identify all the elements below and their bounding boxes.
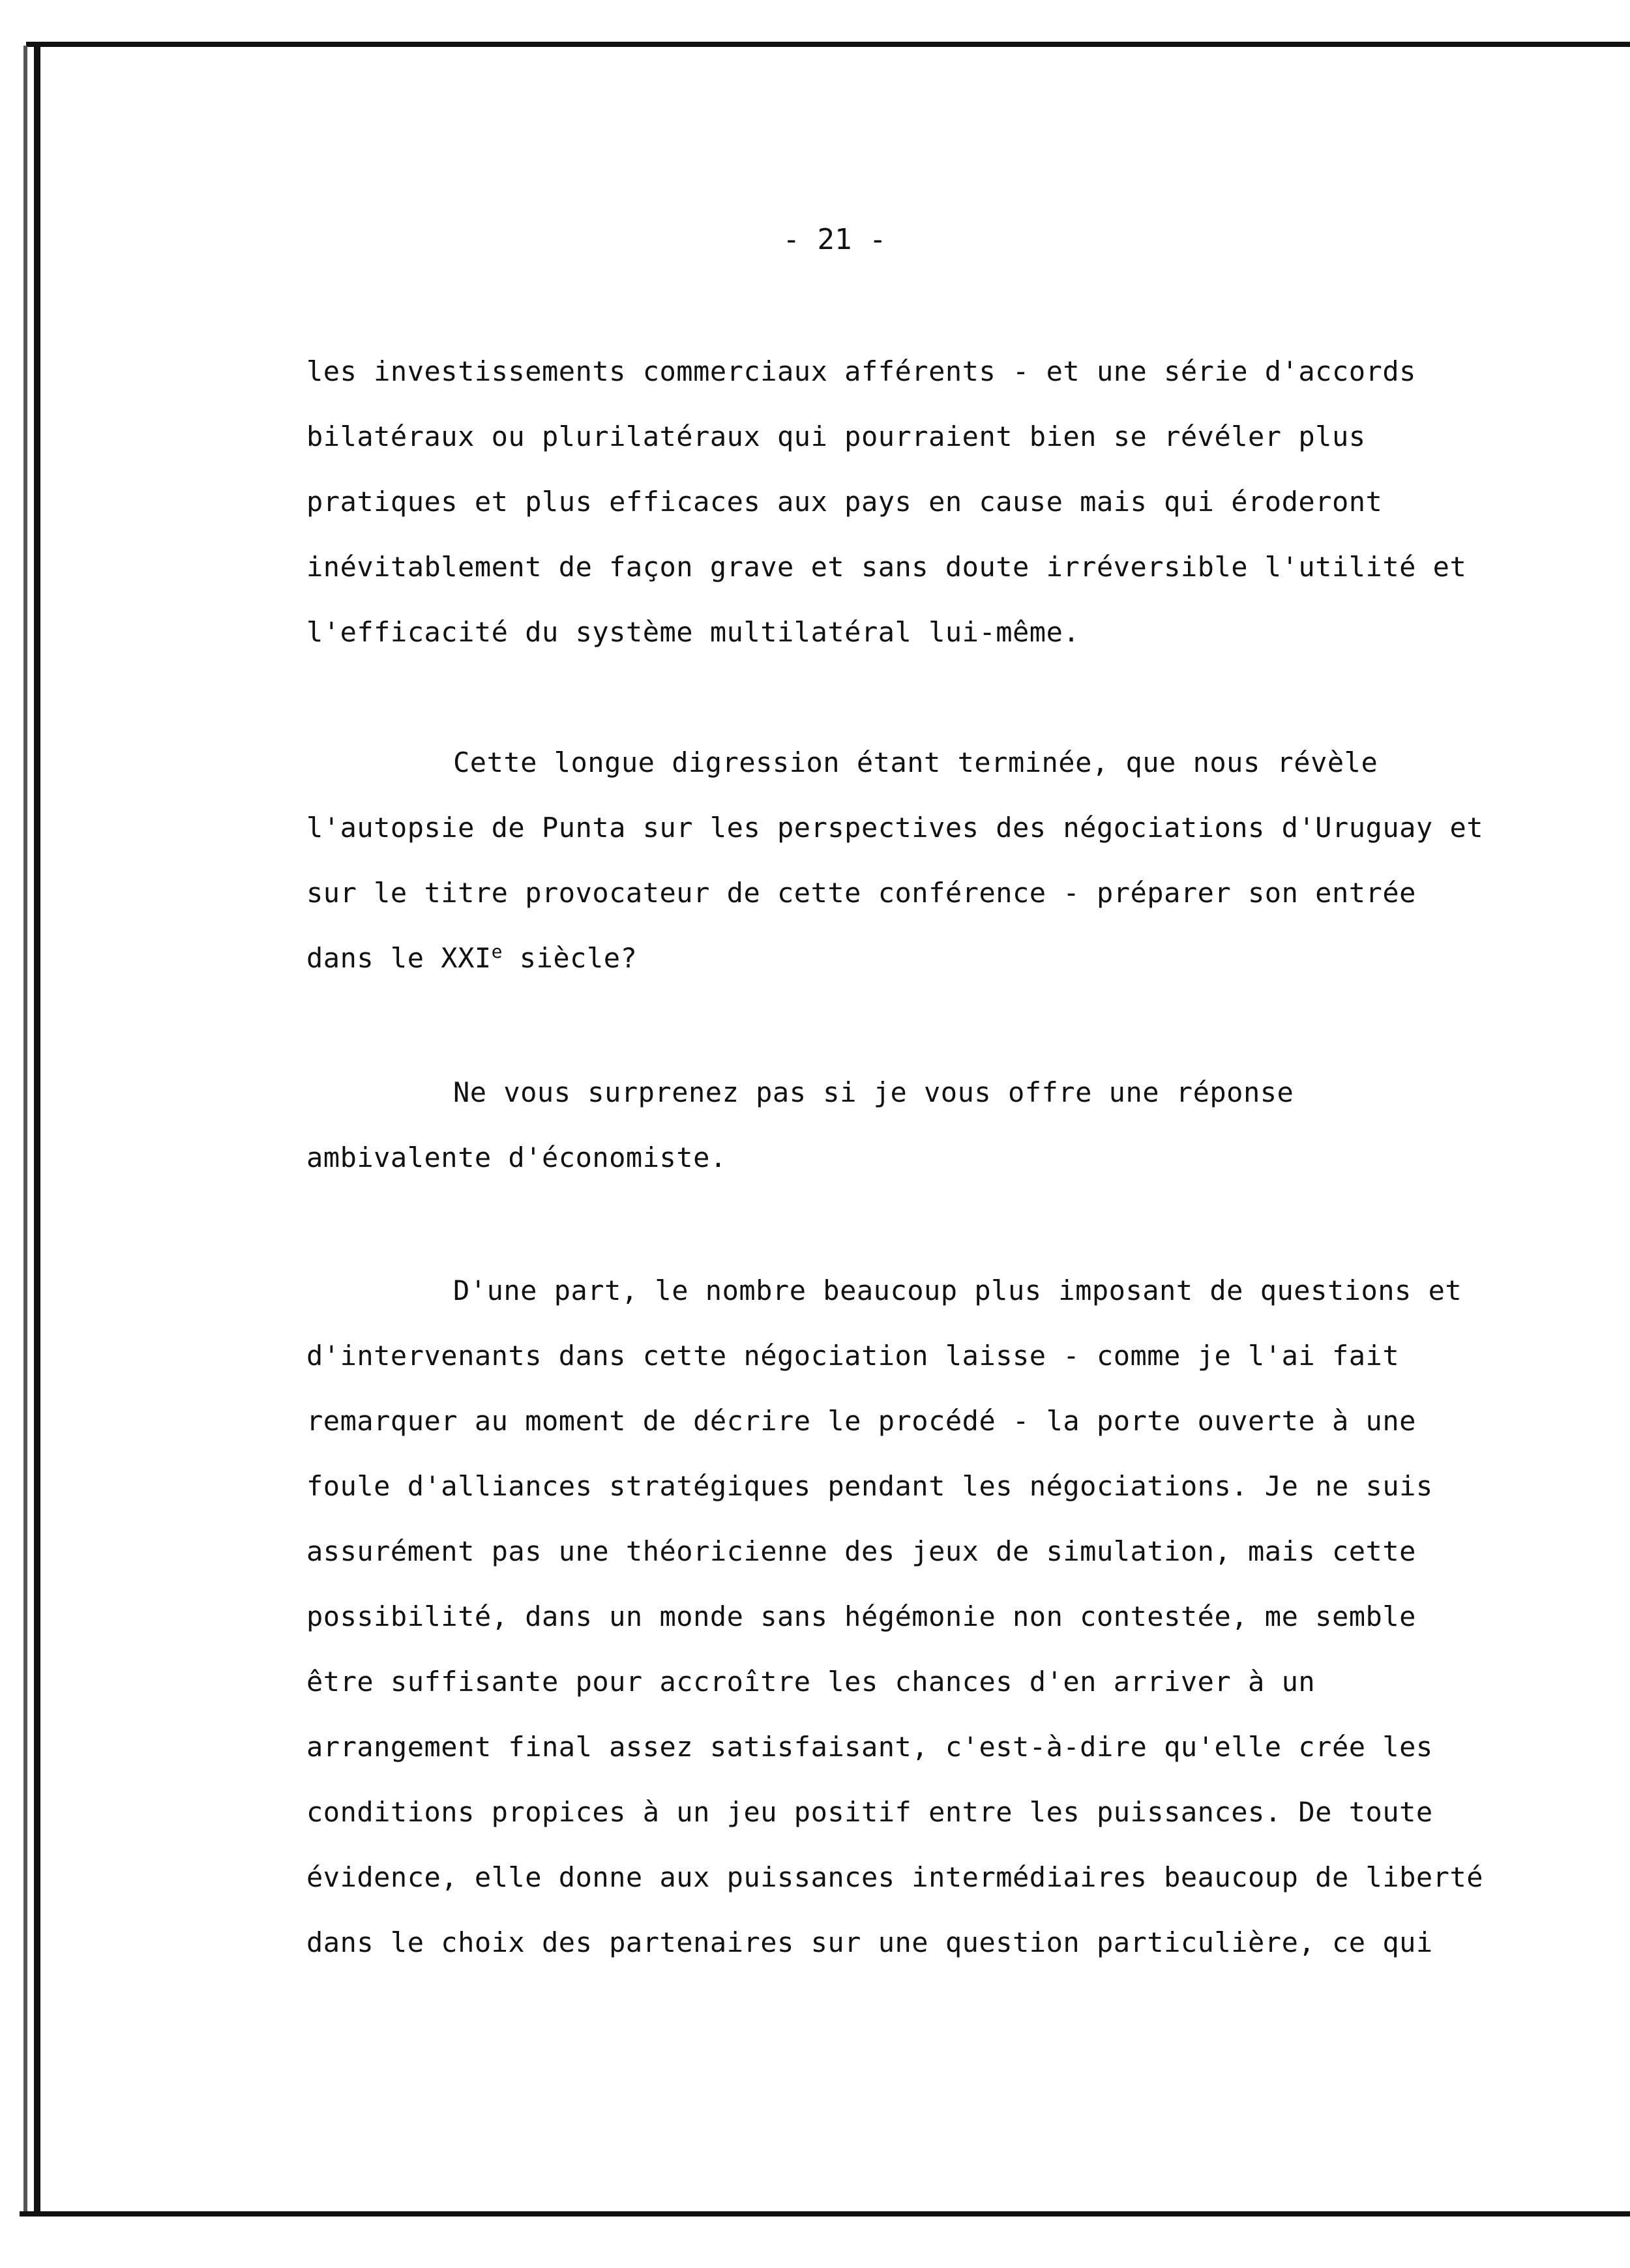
text-line: remarquer au moment de décrire le procédé - la porte ouverte à une bbox=[306, 1405, 1416, 1437]
text-line: possibilité, dans un monde sans hégémonie non contestée, me semble bbox=[306, 1600, 1416, 1632]
text-line: d'intervenants dans cette négociation laisse - comme je l'ai fait bbox=[306, 1340, 1400, 1372]
text-line: être suffisante pour accroître les chances d'en arriver à un bbox=[306, 1666, 1316, 1698]
text-line-with-superscript bbox=[306, 939, 637, 978]
text-line: l'autopsie de Punta sur les perspectives des négociations d'Uruguay et bbox=[306, 812, 1484, 844]
page-number: - 21 - bbox=[782, 223, 887, 256]
text-line: ambivalente d'économiste. bbox=[306, 1141, 727, 1173]
text-line: assurément pas une théoricienne des jeux de simulation, mais cette bbox=[306, 1535, 1416, 1567]
text-line: dans le choix des partenaires sur une question particulière, ce qui bbox=[306, 1926, 1433, 1958]
page-border-left bbox=[34, 42, 40, 2216]
text-line: l'efficacité du système multilatéral lui-même. bbox=[306, 616, 1080, 648]
text-line: évidence, elle donne aux puissances intermédiaires beaucoup de liberté bbox=[306, 1861, 1484, 1893]
text-line: arrangement final assez satisfaisant, c'est-à-dire qu'elle crée les bbox=[306, 1731, 1433, 1763]
page-border-bottom bbox=[20, 2211, 1630, 2216]
text-segment: siècle? bbox=[503, 942, 638, 974]
text-line: bilatéraux ou plurilatéraux qui pourraient bien se révéler plus bbox=[306, 420, 1366, 452]
text-line: sur le titre provocateur de cette conférence - préparer son entrée bbox=[306, 877, 1416, 909]
page-border-left-shadow bbox=[23, 46, 27, 2213]
text-line: Cette longue digression étant terminée, que nous révèle bbox=[453, 746, 1378, 778]
text-line: les investissements commerciaux afférents - et une série d'accords bbox=[306, 355, 1416, 387]
text-line: inévitablement de façon grave et sans doute irréversible l'utilité et bbox=[306, 551, 1467, 583]
text-line: foule d'alliances stratégiques pendant les négociations. Je ne suis bbox=[306, 1470, 1433, 1502]
text-segment: dans le XXI bbox=[306, 942, 492, 974]
superscript: e bbox=[491, 941, 503, 962]
text-line: conditions propices à un jeu positif entre les puissances. De toute bbox=[306, 1796, 1433, 1828]
text-line: pratiques et plus efficaces aux pays en cause mais qui éroderont bbox=[306, 486, 1383, 518]
text-line: D'une part, le nombre beaucoup plus imposant de questions et bbox=[453, 1274, 1462, 1306]
page-border-top bbox=[26, 42, 1630, 47]
text-line: Ne vous surprenez pas si je vous offre une réponse bbox=[453, 1076, 1294, 1108]
